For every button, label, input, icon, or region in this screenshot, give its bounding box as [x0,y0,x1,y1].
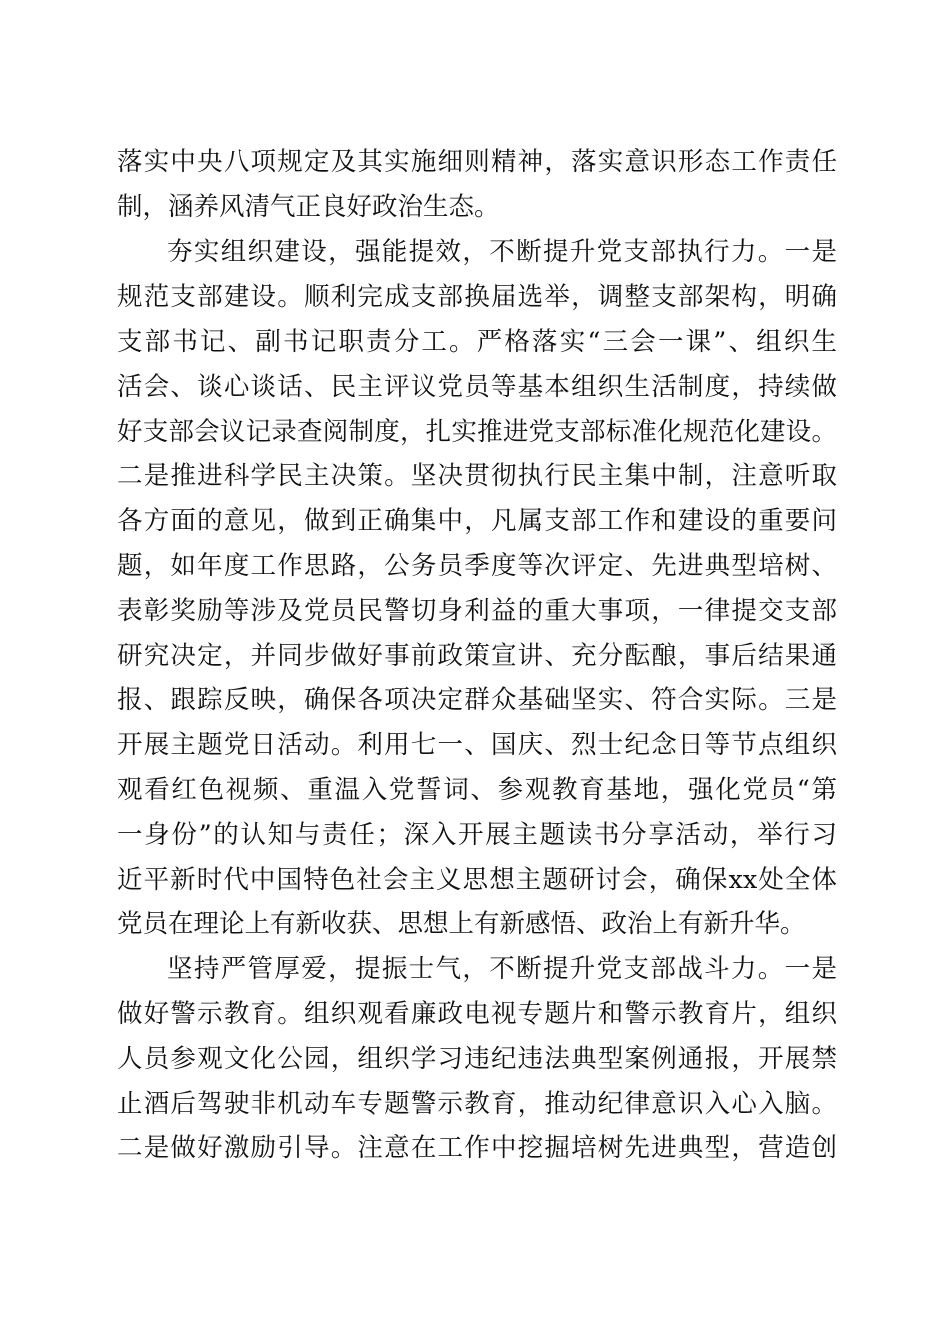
text-line: 支部书记、副书记职责分工。严格落实“三会一课”、组织生 [117,327,837,357]
text-line: 开展主题党日活动。利用七一、国庆、烈士纪念日等节点组织 [117,730,837,760]
paragraph-first-line: 夯实组织建设，强能提效，不断提升党支部执行力。一是 [167,237,837,267]
text-line: 二是做好激励引导。注意在工作中挖掘培树先进典型，营造创 [117,1133,837,1163]
text-line: 活会、谈心谈话、民主评议党员等基本组织生活制度，持续做 [117,372,837,402]
text-line: 制，涵养风清气正良好政治生态。 [117,192,500,222]
text-line: 止酒后驾驶非机动车专题警示教育，推动纪律意识入心入脑。 [117,1089,837,1119]
text-line: 题，如年度工作思路，公务员季度等次评定、先进典型培树、 [117,551,837,581]
text-line: 研究决定，并同步做好事前政策宣讲、充分酝酿，事后结果通 [117,641,837,671]
text-line: 观看红色视频、重温入党誓词、参观教育基地，强化党员“第 [117,775,837,805]
text-line: 做好警示教育。组织观看廉政电视专题片和警示教育片，组织 [117,999,837,1029]
paragraph-first-line: 坚持严管厚爱，提振士气，不断提升党支部战斗力。一是 [167,954,837,984]
text-line: 人员参观文化公园，组织学习违纪违法典型案例通报，开展禁 [117,1044,837,1074]
text-line: 好支部会议记录查阅制度，扎实推进党支部标准化规范化建设。 [117,417,837,447]
text-line: 报、跟踪反映，确保各项决定群众基础坚实、符合实际。三是 [117,685,837,715]
text-line: 规范支部建设。顺利完成支部换届选举，调整支部架构，明确 [117,282,837,312]
text-line: 各方面的意见，做到正确集中，凡属支部工作和建设的重要问 [117,506,837,536]
text-line: 落实中央八项规定及其实施细则精神，落实意识形态工作责任 [117,147,837,177]
text-line: 党员在理论上有新收获、思想上有新感悟、政治上有新升华。 [117,909,806,939]
text-line: 近平新时代中国特色社会主义思想主题研讨会，确保xx处全体 [117,865,837,895]
text-line: 二是推进科学民主决策。坚决贯彻执行民主集中制，注意听取 [117,461,837,491]
text-line: 表彰奖励等涉及党员民警切身利益的重大事项，一律提交支部 [117,596,837,626]
text-line: 一身份”的认知与责任；深入开展主题读书分享活动，举行习 [117,820,837,850]
